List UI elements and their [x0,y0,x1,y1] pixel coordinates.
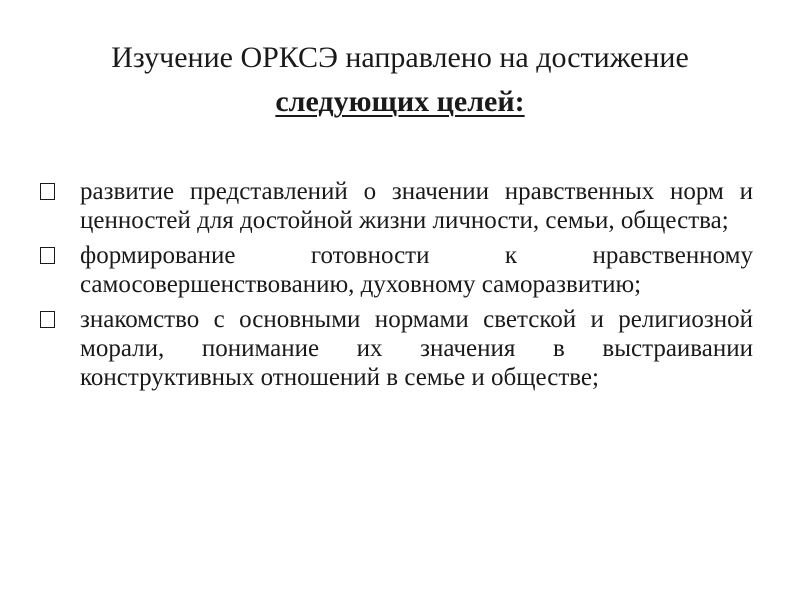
title-line-2: следующих целей: [275,85,525,118]
goal-item-3 [40,305,753,392]
goal-text-2: формирование готовности к нравственному самосовершенствованию, духовному саморазвитию; [80,242,753,298]
square-bullet-icon [40,311,55,328]
goals-list [40,177,753,398]
goal-text-1: развитие представлений о значении нравственных норм и ценностей для достойной жизни личности, семьи, общества; [80,178,753,234]
goal-item-1 [40,177,753,235]
slide-title [40,36,760,124]
square-bullet-icon [40,183,55,200]
square-bullet-icon [40,247,55,264]
goal-text-3: знакомство с основными нормами светской и религиозной морали, понимание их значения в выстраивании конструктивных отношений в семье и обществе; [80,306,753,391]
title-line-1: Изучение ОРКСЭ направлено на достижение [111,41,689,74]
goal-item-2 [40,241,753,299]
